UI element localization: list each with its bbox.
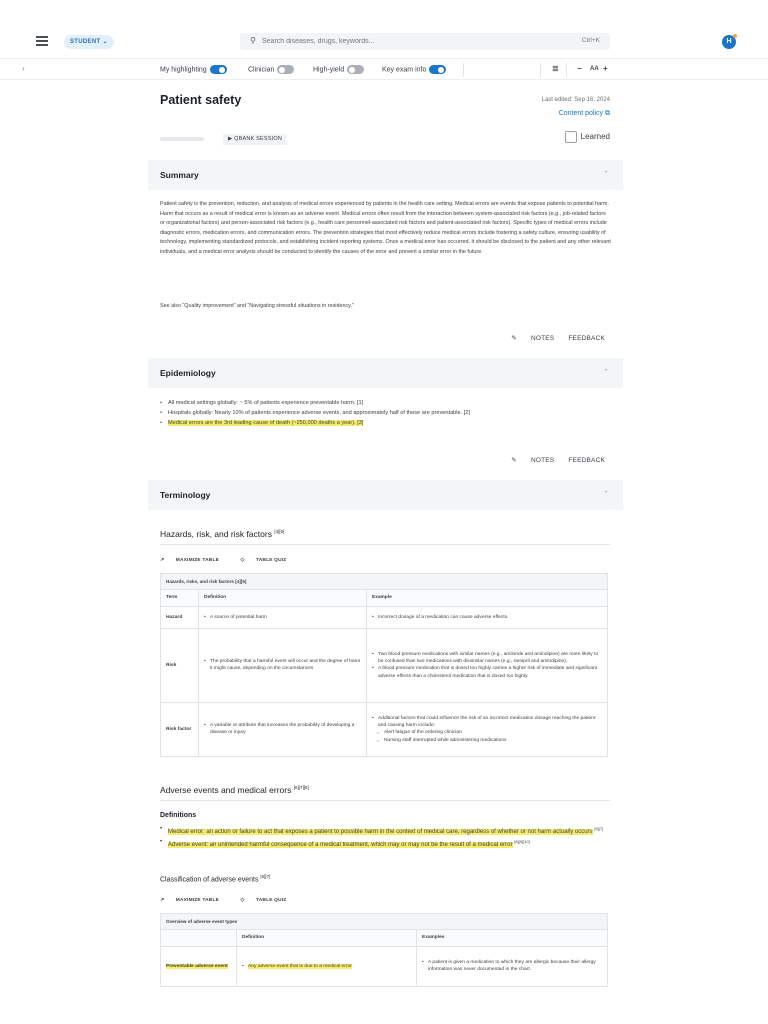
example: • Two blood pressure medications with similar names (e.g., amiloride and amlodipine) are more likely to be confused than two medications with dissimilar names (e.g., ramipril and amlodipine).: [372, 651, 602, 666]
summary-paragraph: Patient safety is the prevention, reduction, and analysis of medical errors experienced by patients in the health care setting. Medical errors are events that expose patients to potential harm. Harm that occurs as a result of medical error is known as an adverse event. Medical errors often result from the interaction between system-associated risk factors (e.g., job-related factors or organizational factors) and person-associated risk factors (e.g., health care personnel-associated risk factors and patient-associated risk factors). Specific types of medical errors include diagnostic errors, medication errors, and communication errors. The prevention strategies that most effectively reduce medical errors include fostering a safety culture, ensuring usability of technology, implementing standardized protocols, and establishing incident reporting systems. Once a medical error has occurred, it should be disclosed to the patient and any other relevant individuals, and a medical error analysis should be conducted to identify the causes of the error and prevent a similar error in the future.: [160, 201, 611, 255]
definition-cell: [237, 946, 417, 986]
definition: • A variable or attribute that increases the probability of developing a disease or injury: [204, 722, 361, 737]
font-decrease-button[interactable]: −: [577, 64, 582, 73]
section-heading: Epidemiology: [160, 368, 216, 378]
hazards-table: [160, 573, 608, 757]
search-input[interactable]: [262, 35, 532, 48]
definitions-list: [160, 824, 610, 850]
term-cell: Risk factor: [161, 702, 199, 756]
toggle-my-highlighting[interactable]: [160, 65, 227, 74]
list-item: [160, 824, 610, 837]
toggle-clinician[interactable]: [248, 65, 294, 74]
sub-example: ○ Alert fatigue of the ordering clinician: [372, 729, 602, 736]
play-icon: ▶: [228, 136, 233, 142]
hazards-refs: [4][5]: [274, 529, 285, 535]
section-heading: Summary: [160, 170, 199, 180]
epidemiology-actions: [487, 456, 605, 464]
definition: • The probability that a harmful event will occur and the degree of harm it might cause, depending on the circumstances: [204, 658, 361, 673]
definition-cell: [199, 702, 367, 756]
definitions-heading: Definitions: [160, 812, 197, 819]
section-epidemiology-header[interactable]: [148, 358, 623, 388]
tag-icon: ◇: [240, 898, 245, 903]
table-row: [161, 606, 608, 628]
switch[interactable]: [347, 65, 364, 74]
qbank-session-button[interactable]: [223, 134, 287, 145]
example-cell: [367, 702, 608, 756]
chevron-down-icon: ⌄: [102, 39, 108, 45]
quiz-label: TABLE QUIZ: [255, 558, 287, 563]
table-caption: Hazards, risks, and risk factors [4][5]: [161, 574, 608, 590]
learned-checkbox[interactable]: [565, 131, 610, 143]
highlighted-text: Medical errors are the 3rd leading cause of death (~250,000 deaths a year). [3]: [168, 420, 364, 426]
content-policy-link[interactable]: [559, 110, 610, 118]
menu-icon[interactable]: [36, 36, 48, 46]
section-summary-header[interactable]: [148, 160, 623, 190]
divider: [160, 544, 610, 545]
pencil-icon: ✎: [511, 335, 517, 342]
highlighted-text: Preventable adverse event: [166, 963, 228, 969]
learned-label: Learned: [580, 132, 610, 142]
feedback-button[interactable]: FEEDBACK: [568, 457, 605, 464]
switch[interactable]: [277, 65, 294, 74]
table-row: [161, 946, 608, 986]
refs: [8][9][10]: [514, 839, 530, 844]
refs: [6][7]: [594, 826, 604, 831]
avatar[interactable]: [722, 35, 736, 49]
maximize-icon: ↗: [160, 558, 165, 563]
search-icon: ⚲: [250, 36, 256, 45]
table-quiz-button[interactable]: [241, 898, 297, 903]
toggle-high-yield[interactable]: [313, 65, 364, 74]
table-caption: Overview of adverse event types: [161, 914, 608, 930]
notes-button[interactable]: [499, 457, 554, 464]
example-cell: [417, 946, 608, 986]
notes-label: NOTES: [530, 457, 555, 464]
table-tools: [160, 558, 306, 563]
column-header: Definition: [237, 930, 417, 946]
top-bar: [0, 0, 768, 58]
column-header: [161, 930, 237, 946]
toggle-label: Clinician: [248, 66, 275, 74]
notes-label: NOTES: [530, 335, 555, 342]
qbank-label: QBANK SESSION: [234, 136, 283, 142]
table-row: [161, 628, 608, 702]
checkbox[interactable]: [565, 131, 577, 143]
column-header: Term: [161, 590, 199, 606]
notes-button[interactable]: [499, 335, 554, 342]
maximize-label: MAXIMIZE TABLE: [175, 558, 219, 563]
column-header: Examples: [417, 930, 608, 946]
highlighted-text: Medical error: an action or failure to act that exposes a patient to possible harm in the context of medical care, regardless of whether or not harm actually occurs: [168, 829, 593, 835]
summary-actions: [487, 334, 605, 342]
example-cell: [367, 606, 608, 628]
section-terminology-header[interactable]: [148, 480, 623, 510]
toggle-label: Key exam info: [382, 66, 427, 74]
font-size-icon: AA: [590, 66, 599, 72]
table-row: [161, 702, 608, 756]
chevron-up-icon[interactable]: ⌃: [603, 171, 609, 178]
page-title: Patient safety: [160, 93, 242, 107]
hazards-heading-text: Hazards, risk, and risk factors: [160, 529, 272, 539]
divider: [160, 800, 610, 801]
toggle-label: My highlighting: [160, 66, 207, 74]
table-tools: [160, 898, 306, 903]
column-header: Example: [367, 590, 608, 606]
feedback-button[interactable]: FEEDBACK: [568, 335, 605, 342]
quiz-label: TABLE QUIZ: [255, 898, 287, 903]
search-shortcut: Ctrl+K: [581, 37, 600, 44]
content-policy-label: Content policy: [558, 110, 604, 117]
sub-example: ○ Nursing staff interrupted while administering medications: [372, 737, 602, 744]
example: • Incorrect dosage of a medication can cause adverse effects.: [372, 614, 602, 621]
example-cell: [367, 628, 608, 702]
definition-cell: [199, 606, 367, 628]
column-header: Definition: [199, 590, 367, 606]
adverse-heading-text: Adverse events and medical errors: [160, 785, 292, 795]
list-item: [160, 837, 610, 850]
divider-icon[interactable]: ≣: [552, 64, 559, 73]
see-also: See also “Quality improvement” and “Navigating stressful situations in residency.”: [160, 303, 354, 309]
last-edited: Last edited: Sep 16, 2024: [541, 97, 610, 103]
term-cell: [161, 946, 237, 986]
highlighted-text: Adverse event: an unintended harmful consequence of a medical treatment, which may or may not be the result of a medical error: [168, 842, 513, 848]
chevron-up-icon[interactable]: ⌃: [603, 491, 609, 498]
term-cell: Hazard: [161, 606, 199, 628]
example: • Additional factors that could influence the risk of an incorrect medication dosage reaching the patient and causing harm include:: [372, 715, 602, 730]
notification-dot: [733, 34, 737, 38]
list-item: • Hospitals globally: Nearly 10% of patients experience adverse events, and approximately half of these are preventable. [2]: [160, 408, 610, 418]
font-increase-button[interactable]: +: [603, 64, 608, 73]
maximize-icon: ↗: [160, 898, 165, 903]
avatar-initial: H: [726, 38, 732, 45]
list-item: • All medical settings globally: ~ 5% of patients experience preventable harm. [1]: [160, 398, 610, 408]
adverse-refs: [6][7][8]: [293, 785, 309, 791]
chevron-right-icon[interactable]: ›: [22, 64, 25, 73]
adverse-events-table: [160, 913, 608, 987]
pencil-icon: ✎: [511, 457, 517, 464]
table-quiz-button[interactable]: [241, 558, 297, 563]
search-bar[interactable]: [240, 33, 610, 50]
definition-cell: [199, 628, 367, 702]
switch[interactable]: [210, 65, 227, 74]
chevron-up-icon[interactable]: ⌃: [603, 369, 609, 376]
external-link-icon: ⧉: [605, 110, 610, 117]
switch[interactable]: [429, 65, 446, 74]
example: • A patient is given a medication to which they are allergic because their allergy information was never documented in the chart.: [422, 959, 602, 974]
classification-refs: [6][7]: [260, 874, 271, 879]
tag-icon: ◇: [240, 558, 245, 563]
adverse-heading: [160, 785, 309, 795]
toggle-label: High-yield: [313, 66, 345, 74]
maximize-table-button[interactable]: [160, 898, 229, 903]
epidemiology-list: [160, 398, 610, 428]
article-toolbar: [0, 58, 768, 80]
role-label: STUDENT: [70, 39, 101, 45]
maximize-table-button[interactable]: [160, 558, 229, 563]
highlighted-text: Any adverse event that is due to a medical error: [248, 963, 352, 969]
term-cell: Risk: [161, 628, 199, 702]
section-heading: Terminology: [160, 490, 211, 500]
list-item: [160, 418, 610, 428]
classification-heading: [160, 874, 270, 883]
role-selector[interactable]: [64, 35, 114, 49]
definition: • A source of potential harm: [204, 614, 361, 621]
toggle-key-exam-info[interactable]: [382, 65, 446, 74]
classification-heading-text: Classification of adverse events: [160, 876, 259, 884]
maximize-label: MAXIMIZE TABLE: [175, 898, 219, 903]
progress-bar: [160, 137, 204, 141]
definition: [242, 963, 411, 970]
example: • A blood pressure medication that is dosed too highly carries a higher risk of immediate and significant adverse effects than a cholesterol medication that is dosed too highly.: [372, 665, 602, 680]
hazards-heading: [160, 529, 284, 539]
